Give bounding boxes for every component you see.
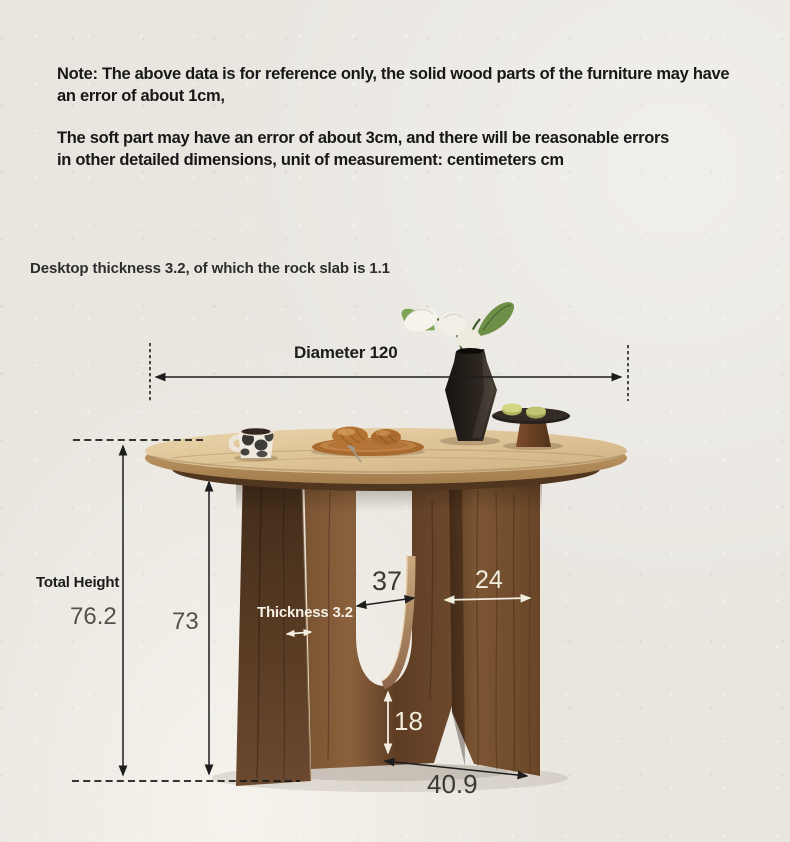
note-line: The soft part may have an error of about 3cm, and there will be reasonable errors	[57, 129, 670, 147]
foot-clearance-value: 18	[394, 706, 423, 736]
base-length-value: 40.9	[427, 769, 478, 799]
note-line: in other detailed dimensions, unit of measurement: centimeters cm	[57, 151, 564, 169]
note-line: an error of about 1cm,	[57, 87, 225, 105]
side-panel-width-value: 24	[475, 566, 503, 594]
note-line: Note: The above data is for reference only, the solid wood parts of the furniture may have	[57, 65, 730, 83]
note-paragraph-1	[57, 63, 729, 107]
thickness-label: Thickness 3.2	[257, 604, 353, 621]
desktop-thickness-note: Desktop thickness 3.2, of which the rock slab is 1.1	[30, 260, 390, 277]
total-height-value: 76.2	[70, 603, 117, 630]
total-height-label: Total Height	[36, 574, 120, 591]
leg-height-value: 73	[172, 608, 199, 635]
arch-inner-width-value: 37	[372, 566, 403, 596]
diameter-label: Diameter 120	[294, 343, 398, 362]
note-paragraph-2	[57, 127, 669, 171]
